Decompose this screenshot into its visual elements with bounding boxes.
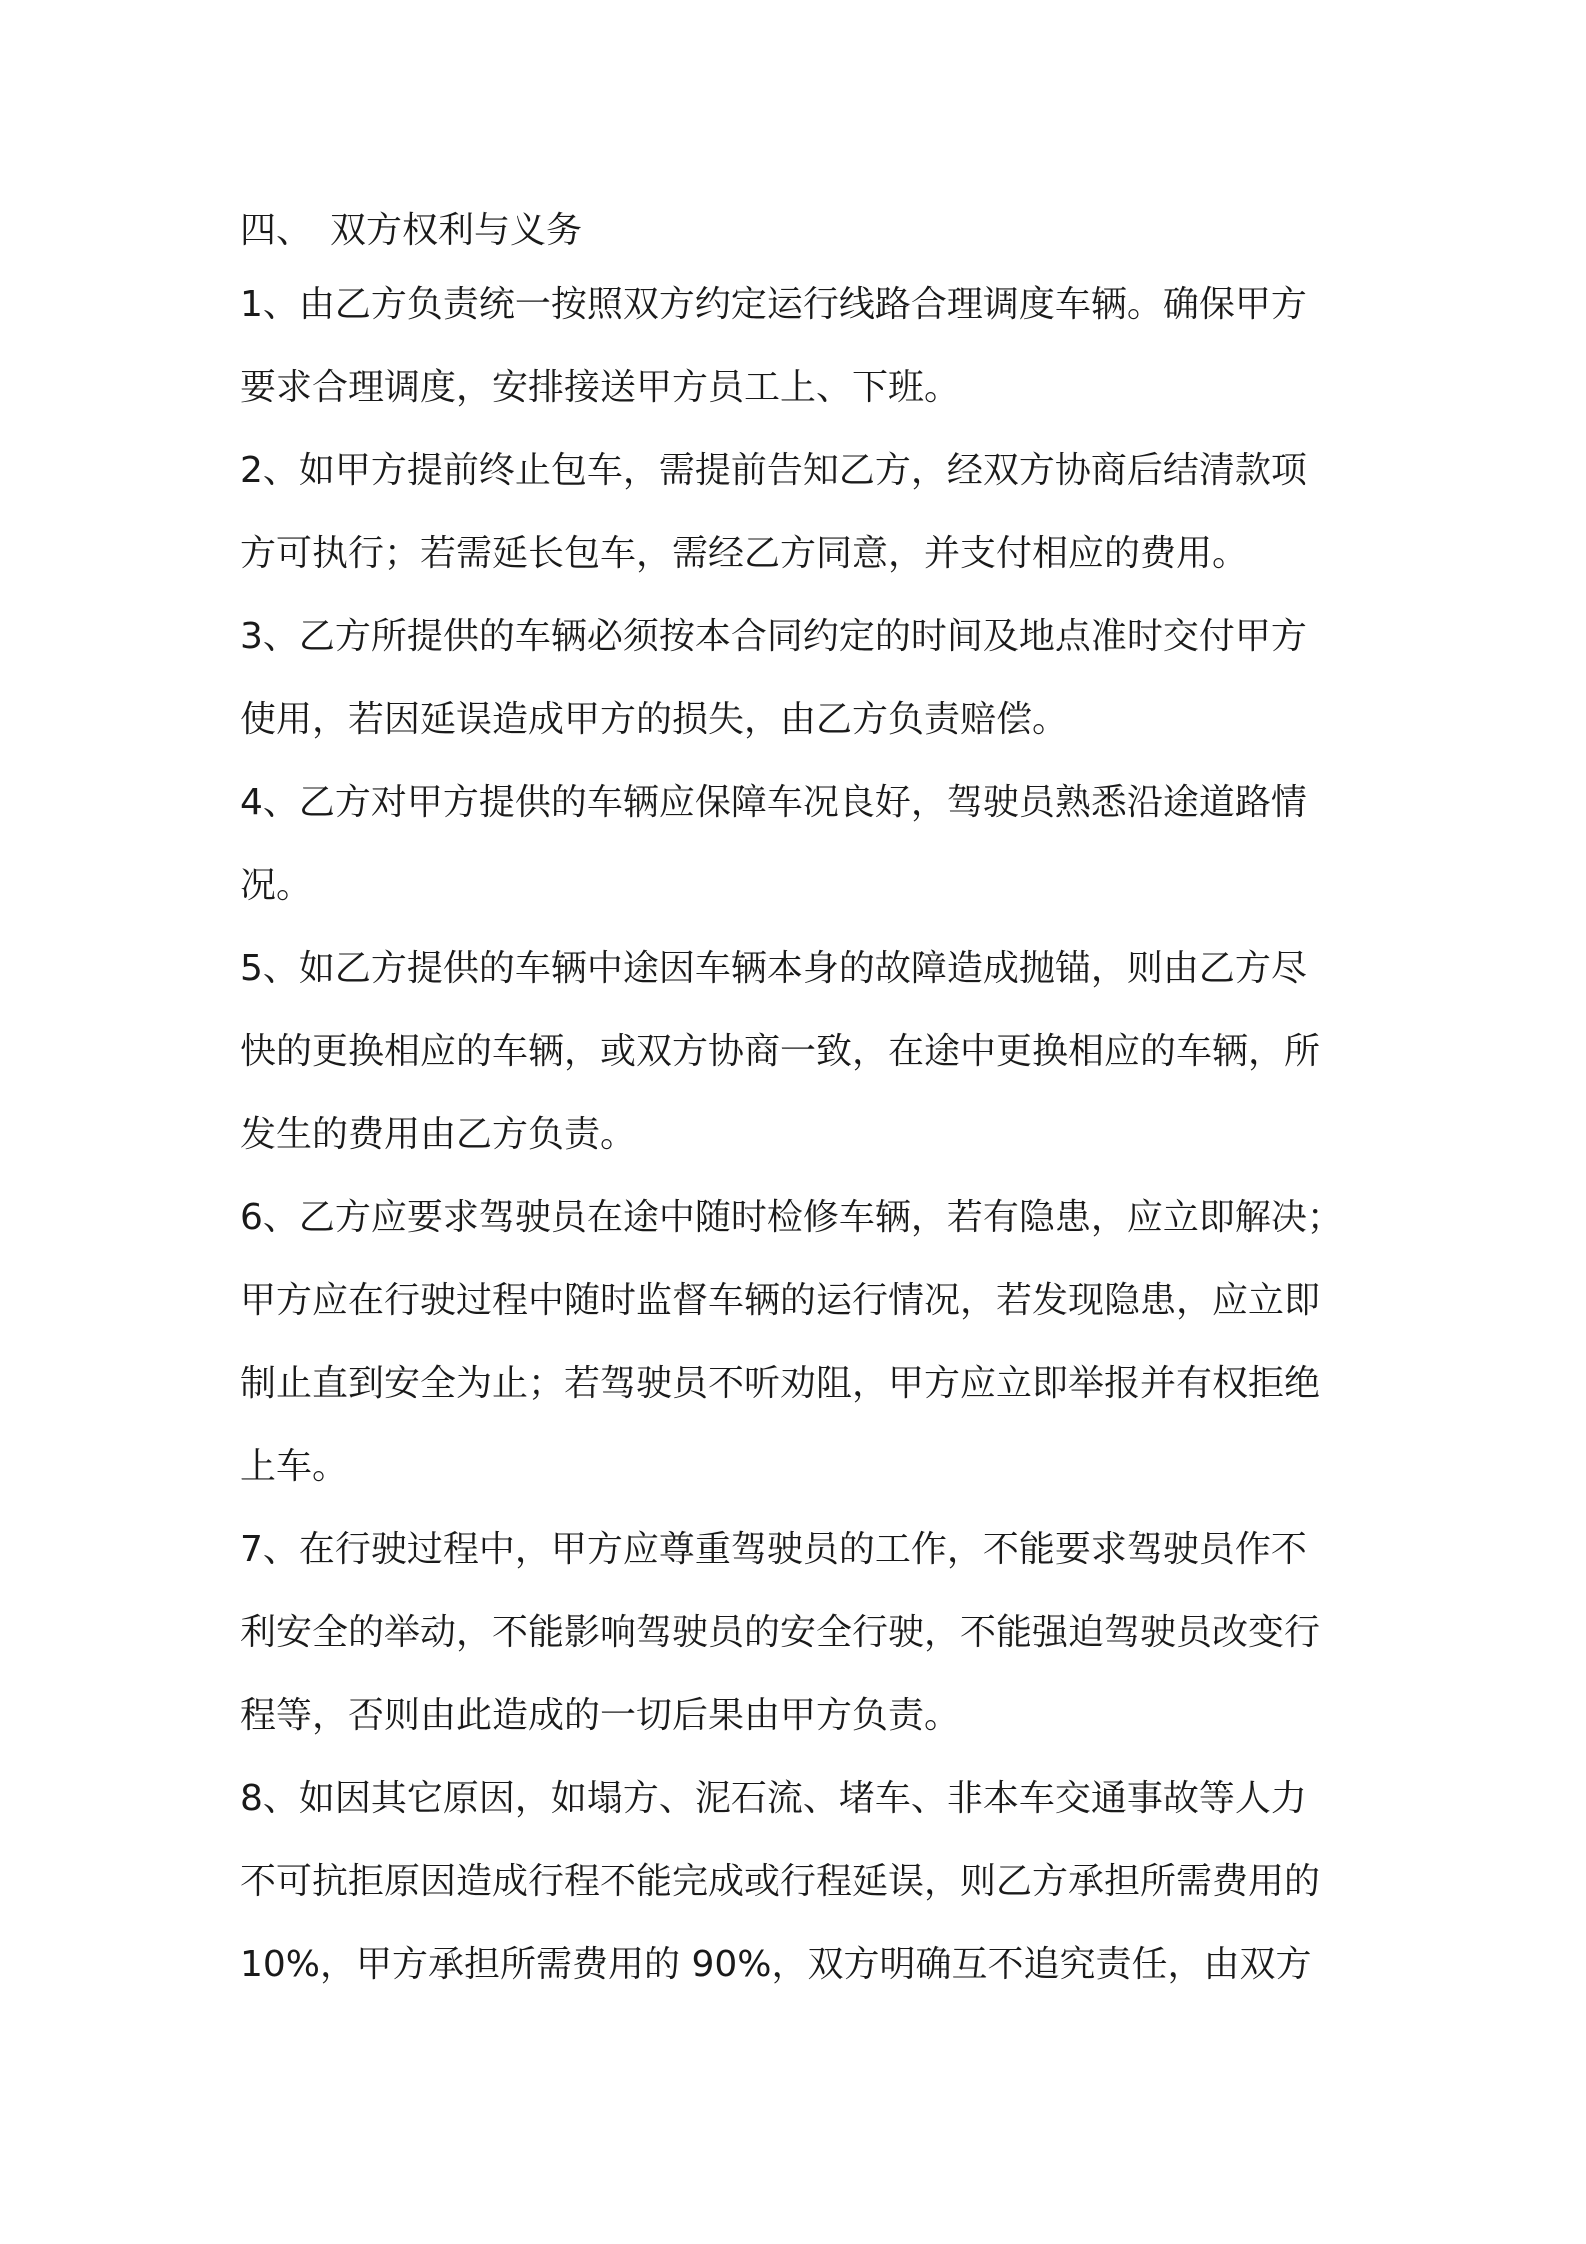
clause-3 (240, 595, 1355, 761)
clause-line: 使用，若因延误造成甲方的损失，由乙方负责赔偿。 (240, 699, 1069, 740)
clause-line: 况。 (240, 865, 313, 906)
section-title: 双方权利与义务 (330, 210, 583, 251)
clause-5 (240, 927, 1355, 1176)
clause-line: 程等，否则由此造成的一切后果由甲方负责。 (240, 1695, 961, 1736)
clause-8 (240, 1757, 1355, 2006)
clause-line: 10%，甲方承担所需费用的 90%，双方明确互不追究责任，由双方 (240, 1944, 1312, 1985)
clause-7 (240, 1508, 1355, 1757)
document-body (240, 198, 1355, 2006)
clause-line: 6、乙方应要求驾驶员在途中随时检修车辆，若有隐患，应立即解决； (240, 1197, 1343, 1238)
clause-line: 发生的费用由乙方负责。 (240, 1114, 637, 1155)
clause-line: 不可抗拒原因造成行程不能完成或行程延误，则乙方承担所需费用的 (240, 1861, 1321, 1902)
clause-line: 3、乙方所提供的车辆必须按本合同约定的时间及地点准时交付甲方 (240, 616, 1307, 657)
clause-line: 快的更换相应的车辆，或双方协商一致，在途中更换相应的车辆，所 (240, 1031, 1321, 1072)
clause-line: 5、如乙方提供的车辆中途因车辆本身的故障造成抛锚，则由乙方尽 (240, 948, 1307, 989)
clause-line: 方可执行；若需延长包车，需经乙方同意，并支付相应的费用。 (240, 533, 1249, 574)
section-heading (240, 198, 1355, 263)
clause-1 (240, 263, 1355, 429)
clause-line: 甲方应在行驶过程中随时监督车辆的运行情况，若发现隐患，应立即 (240, 1280, 1321, 1321)
clause-line: 7、在行驶过程中，甲方应尊重驾驶员的工作，不能要求驾驶员作不 (240, 1529, 1307, 1570)
clause-6 (240, 1176, 1355, 1508)
clause-line: 要求合理调度，安排接送甲方员工上、下班。 (240, 367, 961, 408)
clause-2 (240, 429, 1355, 595)
clause-line: 制止直到安全为止；若驾驶员不听劝阻，甲方应立即举报并有权拒绝 (240, 1363, 1321, 1404)
section-number: 四、 (240, 210, 313, 251)
clause-4 (240, 761, 1355, 927)
clause-line: 1、由乙方负责统一按照双方约定运行线路合理调度车辆。确保甲方 (240, 284, 1307, 325)
clause-line: 8、如因其它原因，如塌方、泥石流、堵车、非本车交通事故等人力 (240, 1778, 1307, 1819)
clause-line: 4、乙方对甲方提供的车辆应保障车况良好，驾驶员熟悉沿途道路情 (240, 782, 1307, 823)
clause-line: 利安全的举动，不能影响驾驶员的安全行驶，不能强迫驾驶员改变行 (240, 1612, 1321, 1653)
clause-line: 上车。 (240, 1446, 349, 1487)
clause-line: 2、如甲方提前终止包车，需提前告知乙方，经双方协商后结清款项 (240, 450, 1307, 491)
